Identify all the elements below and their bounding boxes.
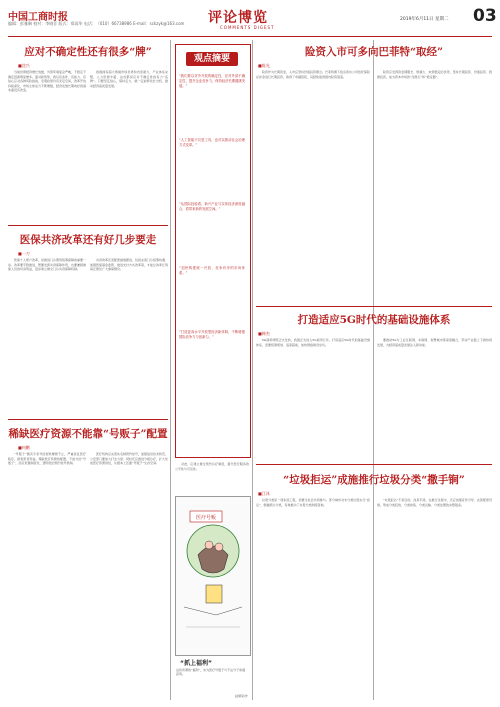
- section-rule: [256, 306, 492, 307]
- article-body: “垃圾拒运”不是目的，而是手段。在推行过程中，还应加强宣传引导、完善配套设施，形成分类投放、分类收集、分类运输、分类处理的完整链条。: [377, 498, 492, 507]
- article-body: 对此，应建立健全预约诊疗制度，提升医疗服务的公平性与可及性。: [175, 462, 249, 471]
- article-body: 共济改革还需配套措施跟进，包括完善门诊统筹待遇、加强医保基金监管、推进支付方式改革等，才能让改革红利真正惠及广大参保群众。: [90, 258, 168, 272]
- viewpoint-item: “我们要以对外开放的确定性，应对外部不确定性，提升企业竞争力，保持经济长期健康发展。”: [179, 74, 245, 88]
- cartoon-caption: 这些所谓的“福利”，实为医疗号贩子与不法分子串通获利。: [176, 668, 246, 677]
- section-rule: [256, 464, 492, 465]
- article-title: 险资入市可多向巴菲特“取经”: [304, 46, 444, 58]
- article-body: 垃圾分类是一项系统工程，需要全社会共同参与。部分城市对未分类垃圾实行“拒运”，倒逼源头分类，有效推动了垃圾分类制度落地。: [256, 498, 370, 507]
- article-body: 当前世界经济增长放缓，外部环境复杂严峻，不稳定不确定因素明显增多。面对新形势，我们有条件、有能力、有信心应对各种风险挑战，宏观政策仍有充足空间，改革开放持续深化，市场主体活力不断增强，经济发展长期向好的基本面没有改变。: [8, 70, 86, 93]
- cartoon-sign: 医疗号贩: [195, 515, 217, 521]
- paper-name: 中国工商时报: [8, 12, 68, 23]
- article-body: 要推动5G与工业互联网、车联网、智慧城市等深度融合，带动产业链上下游协同发展，为经济高质量发展注入新动能。: [377, 338, 492, 347]
- viewpoint-item: “人工智能不仅是工具，也可以推动社会治理方式变革。”: [179, 138, 245, 147]
- article-title: 医保共济改革还有好几步要走: [19, 234, 157, 246]
- viewpoint-item: “加快构建统一开放、竞争有序的市场体系。”: [179, 266, 245, 275]
- article-body: 医保个人账户改革，是推进门诊费用统筹保障的重要一步。改革要平稳推进，既要发挥共济保障作用，也要兼顾参保人员的切身利益，逐步建立健全门诊共济保障机制。: [8, 258, 86, 272]
- article-author: ■何鹏: [18, 445, 30, 450]
- viewpoint-item: “从国际经验看，新兴产业与实体经济深度融合，将带来新的发展空间。”: [179, 202, 245, 211]
- section-rule: [8, 419, 168, 420]
- cartoon-title: “抓上福利”: [180, 660, 212, 667]
- article-title: 应对不确定性还有很多“牌”: [24, 46, 152, 58]
- article-body: 5G商用牌照正式发放，我国正式进入5G商用元年。打造适应5G时代的基础设施体系，需要统筹规划、适度超前，加快网络建设步伐。: [256, 338, 370, 347]
- article-author: ■一刀: [18, 251, 30, 256]
- article-title: 稀缺医疗资源不能靠“号贩子”配置: [8, 428, 168, 440]
- cartoon-illustration: [175, 496, 251, 656]
- section-title-en: COMMENTS DIGEST: [220, 25, 275, 30]
- viewpoint-item: “打造更高水平开放型经济新体制，不断增强国际竞争力与创新力。”: [179, 330, 245, 339]
- article-author: ■陈光: [258, 63, 270, 68]
- article-body: 险资作为长期资金，入市应坚持价值投资理念。巴菲特旗下伯克希尔公司依托保险浮存金进行长期投资，取得了卓越回报，其经验值得国内险资借鉴。: [256, 70, 370, 79]
- article-body: 医疗机构应完善实名制预约挂号，加强信息技术防范，公安部门要加大打击力度；同时还应推进分级诊疗，扩大优质医疗资源供给，从根本上压缩“号贩子”生存空间。: [90, 452, 168, 466]
- article-body: 我国拥有超大规模市场优势和内需潜力，产业体系完整，人力资源丰富，这些都是应对不确定性的有力“底牌”。只要坚定信心，保持定力，就一定能够化危为机，推动经济高质量发展。: [90, 70, 168, 88]
- column-divider: [373, 40, 374, 700]
- section-title: 评论博览: [208, 10, 268, 26]
- column-divider: [170, 40, 171, 700]
- page-number: 03: [473, 6, 497, 26]
- masthead: [8, 6, 497, 37]
- article-title: 打造适应5G时代的基础设施体系: [297, 314, 451, 326]
- editor-info: 编辑：彭雅琳 校对：李晓菲 版式：郑雨华 电话：（010）66738986 E-mail：sckzyk@163.com: [8, 21, 185, 26]
- cartoon-credit: 赵顺荣/作: [234, 694, 248, 698]
- article-author: ■韩杰: [258, 331, 270, 336]
- section-rule: [8, 225, 168, 226]
- article-author: ■江沐: [258, 491, 270, 496]
- issue-date: 2019年6月11日 星期二: [400, 17, 449, 22]
- viewpoint-heading: 观点摘要: [186, 52, 238, 66]
- article-title: “垃圾拒运”成施推行垃圾分类“撒手锏”: [283, 474, 465, 486]
- article-author: ■沈兴: [18, 63, 30, 68]
- cartoon-drawing: [176, 497, 250, 655]
- article-body: “号贩子”倒卖专家号的现象屡禁不止，严重扰乱医疗秩序，损害患者利益。稀缺医疗资源的配置，不能交给“号贩子”，而应依靠制度化、透明化的预约挂号机制。: [8, 452, 86, 466]
- column-divider: [252, 40, 253, 700]
- article-body: 险资应发挥资金期限长、规模大、来源稳定的优势，坚持长期投资、价值投资、稳健投资，成为资本市场的“压舱石”和“稳定器”。: [377, 70, 492, 79]
